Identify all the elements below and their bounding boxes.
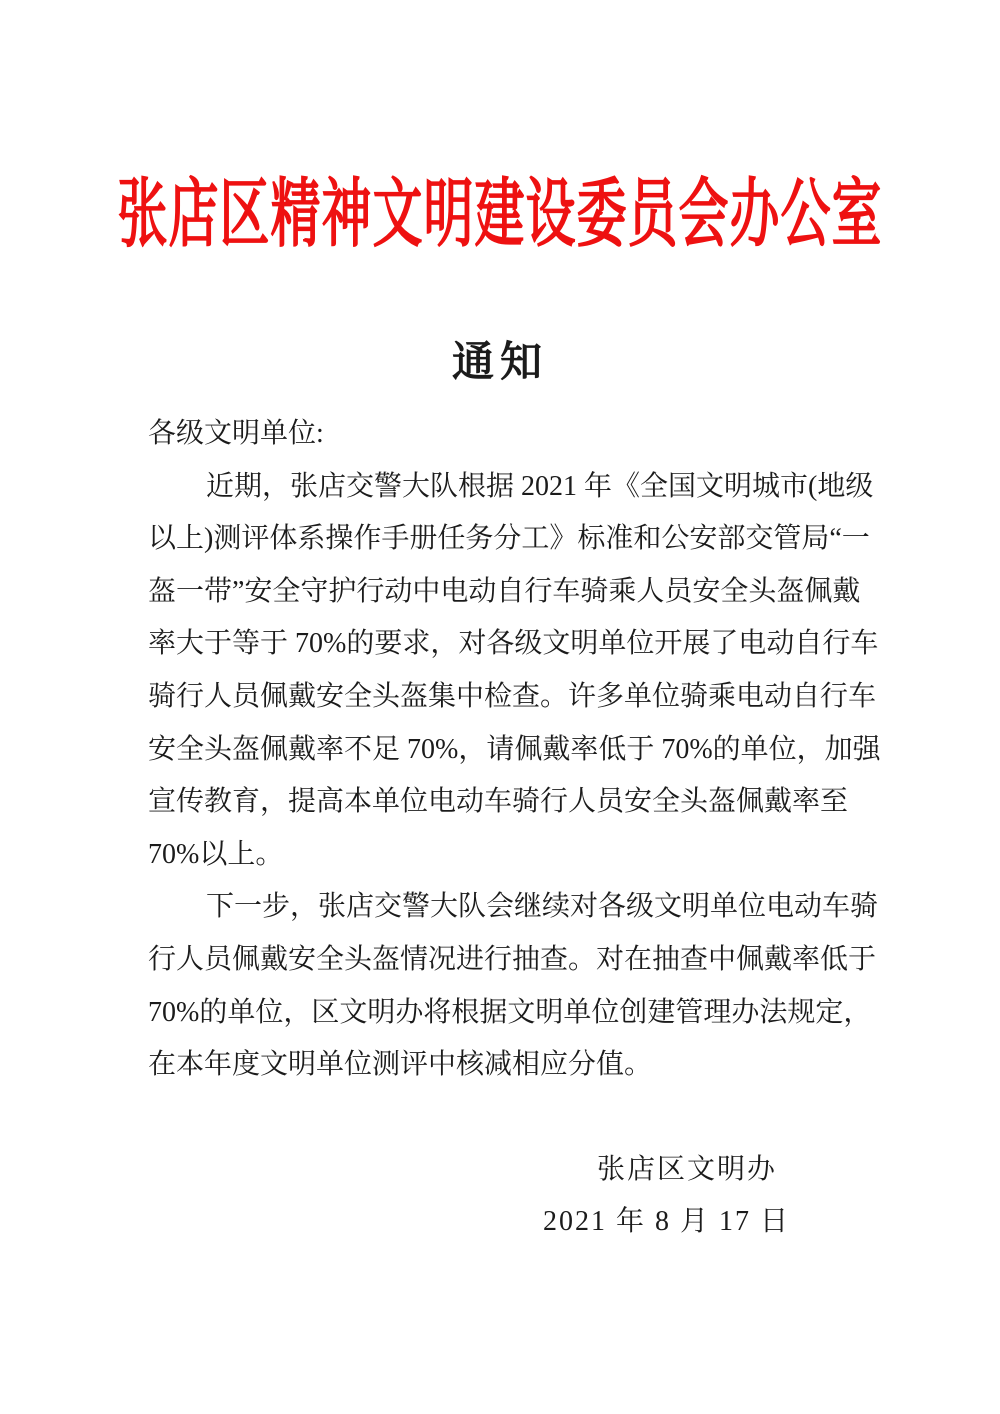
paragraph — [148, 461, 881, 882]
body-line: 安全头盔佩戴率不足 70%，请佩戴率低于 70%的单位，加强 — [148, 733, 881, 765]
body-line: 盔一带”安全守护行动中电动自行车骑乘人员安全头盔佩戴 — [148, 575, 861, 607]
body-line: 在本年度文明单位测评中核减相应分值。 — [148, 1049, 653, 1081]
body-line: 下一步，张店交警大队会继续对各级文明单位电动车骑 — [206, 891, 879, 923]
document-title: 通知 — [451, 340, 548, 386]
body-line: 行人员佩戴安全头盔情况进行抽查。对在抽查中佩戴率低于 — [148, 943, 877, 975]
body-line: 70%以上。 — [148, 838, 284, 870]
body-line: 70%的单位，区文明办将根据文明单位创建管理办法规定， — [148, 996, 872, 1028]
body-line: 近期，张店交警大队根据 2021 年《全国文明城市(地级 — [206, 470, 874, 502]
body-line: 以上)测评体系操作手册任务分工》标准和公安部交管局“一 — [148, 523, 870, 555]
salutation: 各级文明单位: — [148, 418, 324, 449]
signature-block — [0, 1144, 1000, 1249]
signature-date: 2021 年 8 月 17 日 — [542, 1206, 790, 1238]
paragraph — [148, 881, 879, 1091]
body-line: 率大于等于 70%的要求，对各级文明单位开展了电动自行车 — [148, 628, 879, 660]
letterhead — [0, 0, 1000, 262]
signature-organization: 张店区文明办 — [596, 1153, 777, 1185]
body-line: 骑行人员佩戴安全头盔集中检查。许多单位骑乘电动自行车 — [148, 680, 877, 712]
body-line: 宣传教育，提高本单位电动车骑行人员安全头盔佩戴率至 — [148, 786, 849, 818]
letterhead-title: 张店区精神文明建设委员会办公室 — [117, 172, 883, 256]
document-body — [148, 408, 881, 1092]
